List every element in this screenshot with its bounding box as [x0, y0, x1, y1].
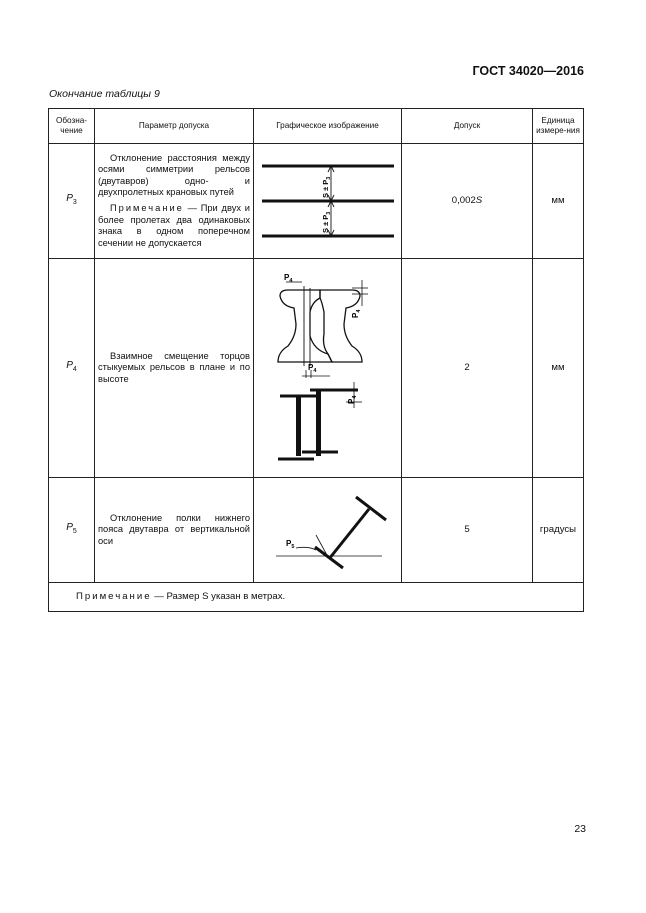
col-graphic: Графическое изображение: [254, 109, 402, 144]
page-number: 23: [574, 823, 586, 835]
table-footnote-row: [49, 583, 584, 612]
tolerance-table: [48, 108, 584, 612]
row-symbol: $P_4$: [49, 259, 95, 478]
row-parameter: [95, 144, 254, 259]
row-unit: градусы: [533, 478, 584, 583]
offset-label-lower: $P_4$: [346, 395, 358, 404]
row-tolerance: 0,002S: [402, 144, 533, 259]
row-figure: [254, 144, 402, 259]
offset-label-side: $P_4$: [350, 309, 362, 318]
spacing-label-2: $S \pm P_3$: [320, 211, 332, 233]
offset-label-mid: $P_4$: [307, 362, 316, 374]
parameter-note: Примечание — При двух и более пролетах два одинаковых знака в одном поперечном сечении не допускается: [98, 203, 250, 248]
col-designation: Обозна-чение: [49, 109, 95, 144]
row-unit: мм: [533, 259, 584, 478]
col-parameter: Параметр допуска: [95, 109, 254, 144]
standard-number: ГОСТ 34020—2016: [472, 64, 584, 78]
spacing-label-1: $S \pm P_3$: [320, 176, 332, 198]
row-symbol: $P_5$: [49, 478, 95, 583]
rail-joint-offset-diagram: [258, 266, 398, 471]
row-tolerance: 5: [402, 478, 533, 583]
row-tolerance: 2: [402, 259, 533, 478]
table-header-row: [49, 109, 584, 144]
tilt-label: $P_5$: [285, 539, 294, 550]
table-row: [49, 144, 584, 259]
col-tolerance: Допуск: [402, 109, 533, 144]
row-symbol: $P_3$: [49, 144, 95, 259]
rail-spacing-diagram: [258, 158, 398, 244]
offset-label-top: $P_4$: [283, 272, 292, 284]
parameter-text: Взаимное смещение торцов стыкуемых рельсов в плане и по высоте: [98, 350, 250, 384]
row-parameter: [95, 259, 254, 478]
row-figure: [254, 259, 402, 478]
parameter-text: Отклонение полки нижнего пояса двутавра от вертикальной оси: [98, 512, 250, 546]
row-figure: [254, 478, 402, 583]
col-unit: Единица измере-ния: [533, 109, 584, 144]
table-caption: Окончание таблицы 9: [49, 88, 160, 100]
table-row: [49, 478, 584, 583]
row-unit: мм: [533, 144, 584, 259]
table-footnote: Примечание — Размер S указан в метрах.: [49, 583, 584, 612]
row-parameter: [95, 478, 254, 583]
parameter-text: Отклонение расстояния между осями симметрии рельсов (двутавров) одно- и двухпролетных крановых путей: [98, 152, 250, 198]
table-row: [49, 259, 584, 478]
beam-tilt-diagram: [258, 490, 398, 570]
